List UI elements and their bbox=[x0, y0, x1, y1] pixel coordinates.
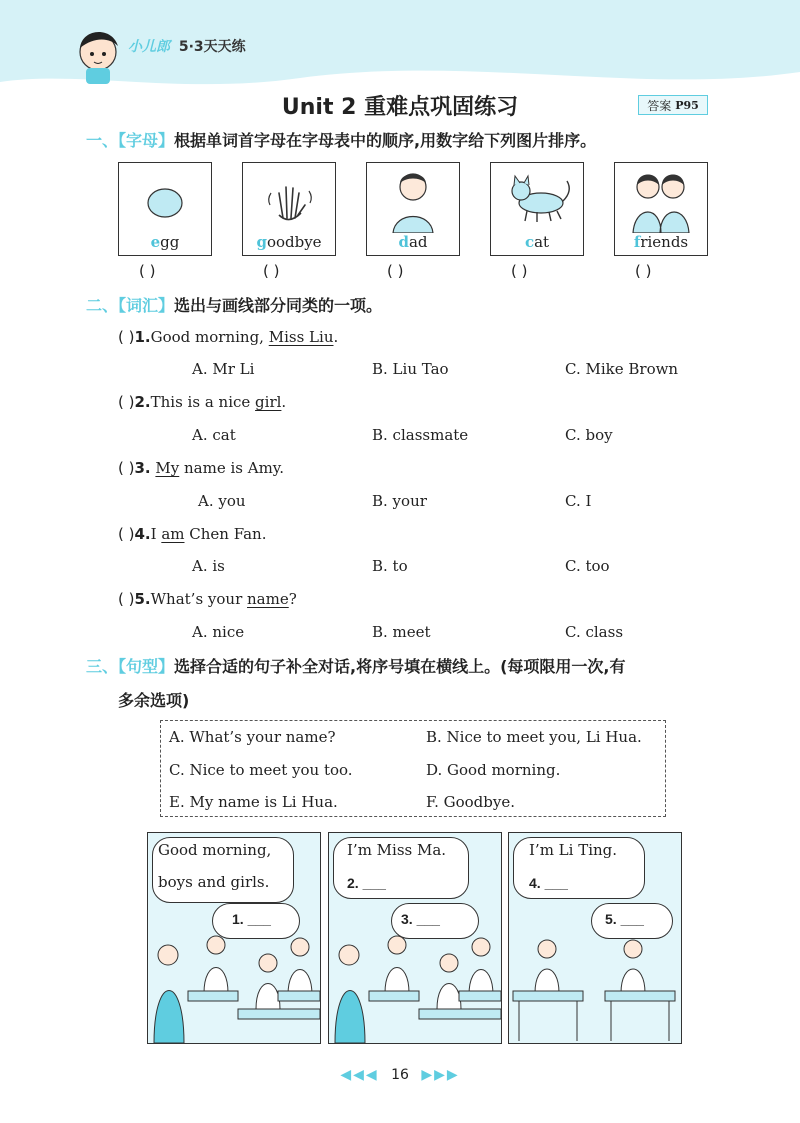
bubble-line: I’m Li Ting. bbox=[529, 841, 618, 859]
question-1: ( )1.Good morning, Miss Liu. bbox=[118, 328, 339, 346]
answer-paren-3[interactable]: ( ) bbox=[387, 262, 404, 280]
answer-paren-4[interactable]: ( ) bbox=[511, 262, 528, 280]
comic-panel-1 bbox=[147, 832, 321, 1044]
answer-paren[interactable]: ( ) bbox=[118, 393, 135, 411]
choice-b: B. Nice to meet you, Li Hua. bbox=[426, 728, 642, 746]
answer-tag[interactable] bbox=[638, 95, 708, 115]
two-girls-icon bbox=[615, 163, 707, 233]
question-5: ( )5.What’s your name? bbox=[118, 590, 297, 608]
answer-paren[interactable]: ( ) bbox=[118, 525, 135, 543]
answer-paren[interactable]: ( ) bbox=[118, 328, 135, 346]
question-2: ( )2.This is a nice girl. bbox=[118, 393, 287, 411]
choice-c: C. Nice to meet you too. bbox=[169, 761, 353, 779]
answer-paren[interactable]: ( ) bbox=[118, 590, 135, 608]
blank-3[interactable]: 3. ___ bbox=[401, 911, 440, 927]
option-a[interactable]: A. you bbox=[198, 492, 246, 510]
word-egg: egg bbox=[150, 233, 180, 251]
picture-card-egg bbox=[118, 162, 212, 256]
option-c[interactable]: C. too bbox=[565, 557, 610, 575]
option-c[interactable]: C. class bbox=[565, 623, 624, 641]
bubble-line: boys and girls. bbox=[158, 873, 270, 891]
section1-number: 一、 bbox=[86, 131, 119, 150]
option-b[interactable]: B. meet bbox=[372, 623, 431, 641]
option-a[interactable]: A. nice bbox=[192, 623, 245, 641]
word-goodbye: goodbye bbox=[256, 233, 322, 251]
classroom-scene-icon bbox=[148, 933, 320, 1043]
answer-label: 答案 bbox=[647, 98, 672, 113]
answer-paren-1[interactable]: ( ) bbox=[139, 262, 156, 280]
two-students-scene-icon bbox=[509, 933, 681, 1043]
blank-2[interactable]: 2. ___ bbox=[347, 875, 386, 891]
answer-page: P95 bbox=[675, 98, 699, 112]
picture-card-friends bbox=[614, 162, 708, 256]
section2-title bbox=[86, 293, 382, 316]
section1-tag: 【字母】 bbox=[118, 131, 175, 150]
right-arrows-icon: ▶▶▶ bbox=[421, 1067, 460, 1083]
answer-paren[interactable]: ( ) bbox=[118, 459, 135, 477]
option-c[interactable]: C. I bbox=[565, 492, 592, 510]
section2-number: 二、 bbox=[86, 296, 119, 315]
option-a[interactable]: A. is bbox=[192, 557, 225, 575]
picture-card-cat bbox=[490, 162, 584, 256]
option-b[interactable]: B. Liu Tao bbox=[372, 360, 449, 378]
left-arrows-icon: ◀◀◀ bbox=[340, 1067, 379, 1083]
egg-icon bbox=[119, 163, 211, 233]
man-icon bbox=[367, 163, 459, 233]
page-footer bbox=[0, 1067, 800, 1083]
section3-instruction: 选择合适的句子补全对话,将序号填在横线上。(每项限用一次,有 bbox=[174, 657, 626, 676]
bubble-line: Good morning, bbox=[158, 841, 272, 859]
word-friends: friends bbox=[633, 233, 689, 251]
option-b[interactable]: B. your bbox=[372, 492, 427, 510]
option-c[interactable]: C. Mike Brown bbox=[565, 360, 679, 378]
option-b[interactable]: B. classmate bbox=[372, 426, 469, 444]
choice-d: D. Good morning. bbox=[426, 761, 561, 779]
classroom-scene-icon bbox=[329, 933, 501, 1043]
header-band bbox=[0, 0, 800, 95]
section3-tag: 【句型】 bbox=[118, 657, 175, 676]
picture-card-goodbye bbox=[242, 162, 336, 256]
word-cat: cat bbox=[524, 233, 550, 251]
page-title: Unit 2 重难点巩固练习 bbox=[281, 95, 519, 120]
page-number: 16 bbox=[391, 1067, 409, 1083]
comic-panel-2 bbox=[328, 832, 502, 1044]
section2-tag: 【词汇】 bbox=[118, 296, 175, 315]
cat-icon bbox=[491, 163, 583, 233]
option-a[interactable]: A. cat bbox=[192, 426, 236, 444]
section1-instruction: 根据单词首字母在字母表中的顺序,用数字给下列图片排序。 bbox=[174, 131, 597, 150]
waving-hand-icon bbox=[243, 163, 335, 233]
answer-paren-5[interactable]: ( ) bbox=[635, 262, 652, 280]
question-4: ( )4.I am Chen Fan. bbox=[118, 525, 267, 543]
section3-number: 三、 bbox=[86, 657, 119, 676]
section3-instruction-cont: 多余选项) bbox=[118, 691, 190, 710]
comic-panel-3 bbox=[508, 832, 682, 1044]
section3-title bbox=[86, 654, 626, 677]
answer-paren-2[interactable]: ( ) bbox=[263, 262, 280, 280]
bubble-line: I’m Miss Ma. bbox=[347, 841, 447, 859]
blank-4[interactable]: 4. ___ bbox=[529, 875, 568, 891]
brand bbox=[128, 36, 246, 56]
choice-box bbox=[160, 720, 666, 817]
option-a[interactable]: A. Mr Li bbox=[192, 360, 255, 378]
choice-a: A. What’s your name? bbox=[169, 728, 336, 746]
blank-5[interactable]: 5. ___ bbox=[605, 911, 644, 927]
blank-1[interactable]: 1. ___ bbox=[232, 911, 271, 927]
section2-instruction: 选出与画线部分同类的一项。 bbox=[174, 296, 383, 315]
brand-name: 小儿郎 bbox=[128, 39, 170, 55]
section1-title bbox=[86, 128, 596, 151]
brand-series: 5·3天天练 bbox=[178, 39, 246, 55]
picture-card-dad bbox=[366, 162, 460, 256]
option-b[interactable]: B. to bbox=[372, 557, 408, 575]
choice-f: F. Goodbye. bbox=[426, 793, 515, 811]
option-c[interactable]: C. boy bbox=[565, 426, 613, 444]
word-dad: dad bbox=[398, 233, 428, 251]
choice-e: E. My name is Li Hua. bbox=[169, 793, 338, 811]
question-3: ( )3. My name is Amy. bbox=[118, 459, 285, 477]
